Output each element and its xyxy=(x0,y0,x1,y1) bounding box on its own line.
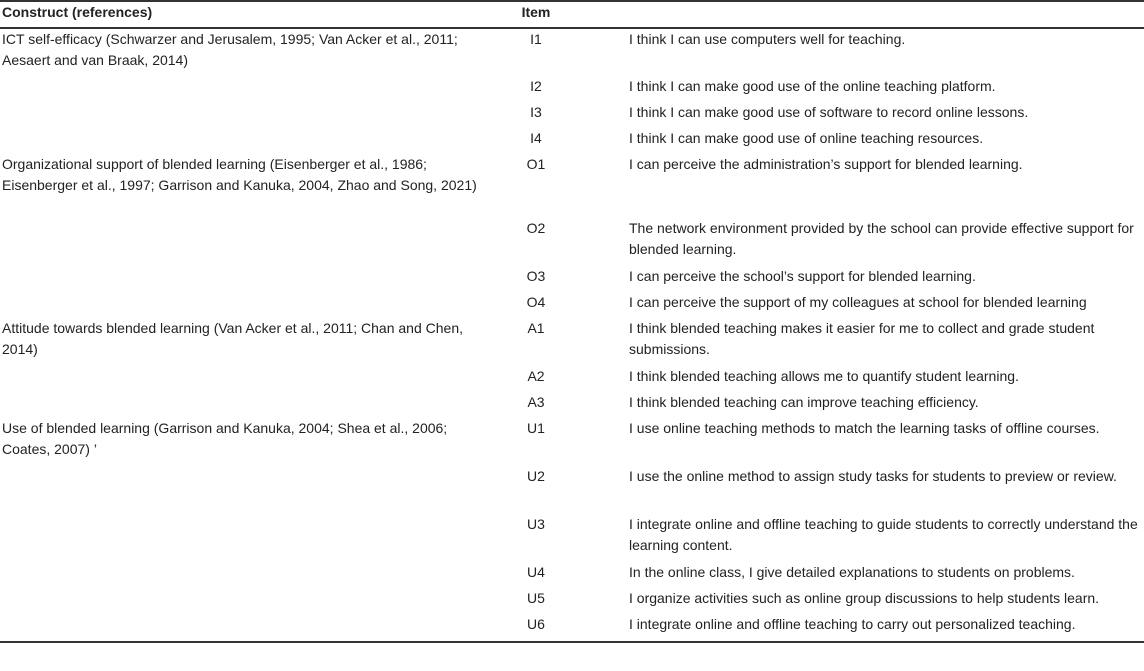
item-text-cell: I think I can make good use of the online teaching platform. xyxy=(629,78,996,94)
construct-cell: Organizational support of blended learning (Eisenberger et al., 1986; Eisenberger et al., 1997; Garrison and Kanuka, 2004, Zhao and Song, 2021) xyxy=(2,156,477,193)
construct-cell: Attitude towards blended learning (Van Acker et al., 2011; Chan and Chen, 2014) xyxy=(2,320,464,357)
table-row xyxy=(0,266,1144,292)
construct-cell-empty xyxy=(0,588,506,614)
table-row xyxy=(0,392,1144,418)
header-construct: Construct (references) xyxy=(2,4,153,20)
item-text-cell: I integrate online and offline teaching to carry out personalized teaching. xyxy=(629,616,1076,632)
item-id-cell: O4 xyxy=(526,294,546,310)
item-id-cell: U2 xyxy=(527,468,545,484)
table-row xyxy=(0,218,1144,266)
construct-cell-empty xyxy=(0,292,506,318)
item-id-cell: O2 xyxy=(526,220,546,236)
construct-cell-empty xyxy=(0,266,506,292)
item-text-cell: I integrate online and offline teaching to guide students to correctly understand the learning content. xyxy=(629,516,1138,553)
item-text-cell: I use the online method to assign study tasks for students to preview or review. xyxy=(629,468,1117,484)
item-text-cell: I think blended teaching makes it easier for me to collect and grade student submissions. xyxy=(629,320,1095,357)
table-row xyxy=(0,28,1144,76)
construct-cell-empty xyxy=(0,562,506,588)
construct-cell: ICT self-efficacy (Schwarzer and Jerusalem, 1995; Van Acker et al., 2011; Aesaert and van Braak, 2014) xyxy=(2,31,458,68)
table-row xyxy=(0,562,1144,588)
construct-cell-empty xyxy=(0,514,506,562)
construct-cell-empty xyxy=(0,102,506,128)
item-id-cell: U4 xyxy=(527,564,545,580)
construct-cell-empty xyxy=(0,128,506,154)
item-text-cell: I think blended teaching allows me to quantify student learning. xyxy=(629,368,1019,384)
item-text-cell: In the online class, I give detailed explanations to students on problems. xyxy=(629,564,1075,580)
item-id-cell: U1 xyxy=(527,420,545,436)
table-row xyxy=(0,466,1144,514)
item-id-cell: I4 xyxy=(530,130,542,146)
item-id-cell: I1 xyxy=(530,31,542,47)
item-text-cell: I can perceive the school’s support for blended learning. xyxy=(629,268,976,284)
table-row xyxy=(0,76,1144,102)
item-id-cell: I2 xyxy=(530,78,542,94)
table-header xyxy=(0,1,1144,28)
header-row xyxy=(0,1,1144,28)
construct-cell-empty xyxy=(0,76,506,102)
item-id-cell: U5 xyxy=(527,590,545,606)
item-id-cell: A1 xyxy=(527,320,545,336)
construct-cell-empty xyxy=(0,614,506,642)
item-text-cell: I think I can make good use of online teaching resources. xyxy=(629,130,984,146)
item-id-cell: U6 xyxy=(527,616,545,632)
item-id-cell: A2 xyxy=(527,368,545,384)
header-item: Item xyxy=(521,4,551,20)
item-id-cell: I3 xyxy=(530,104,542,120)
item-text-cell: I can perceive the support of my colleagues at school for blended learning xyxy=(629,294,1087,310)
table-row xyxy=(0,614,1144,642)
table-row xyxy=(0,318,1144,366)
table-row xyxy=(0,514,1144,562)
item-text-cell: The network environment provided by the school can provide effective support for blended learning. xyxy=(629,220,1134,257)
table-row xyxy=(0,418,1144,466)
item-text-cell: I think I can make good use of software to record online lessons. xyxy=(629,104,1029,120)
item-text-cell: I think I can use computers well for teaching. xyxy=(629,31,906,47)
item-text-cell: I think blended teaching can improve teaching efficiency. xyxy=(629,394,979,410)
item-id-cell: O1 xyxy=(526,156,546,172)
item-text-cell: I organize activities such as online group discussions to help students learn. xyxy=(629,590,1100,606)
table-row xyxy=(0,102,1144,128)
table-row xyxy=(0,128,1144,154)
table-row xyxy=(0,588,1144,614)
table-row xyxy=(0,154,1144,218)
construct-cell-empty xyxy=(0,366,506,392)
item-id-cell: A3 xyxy=(527,394,545,410)
construct-cell-empty xyxy=(0,218,506,266)
table-row xyxy=(0,366,1144,392)
item-id-cell: U3 xyxy=(527,516,545,532)
header-item-text xyxy=(566,1,1144,28)
construct-cell-empty xyxy=(0,392,506,418)
table-row xyxy=(0,292,1144,318)
item-text-cell: I use online teaching methods to match the learning tasks of offline courses. xyxy=(629,420,1100,436)
item-text-cell: I can perceive the administration’s support for blended learning. xyxy=(629,156,1023,172)
construct-cell: Use of blended learning (Garrison and Kanuka, 2004; Shea et al., 2006; Coates, 2007) ’ xyxy=(2,420,448,457)
construct-cell-empty xyxy=(0,466,506,514)
table-body xyxy=(0,28,1144,642)
item-id-cell: O3 xyxy=(526,268,546,284)
